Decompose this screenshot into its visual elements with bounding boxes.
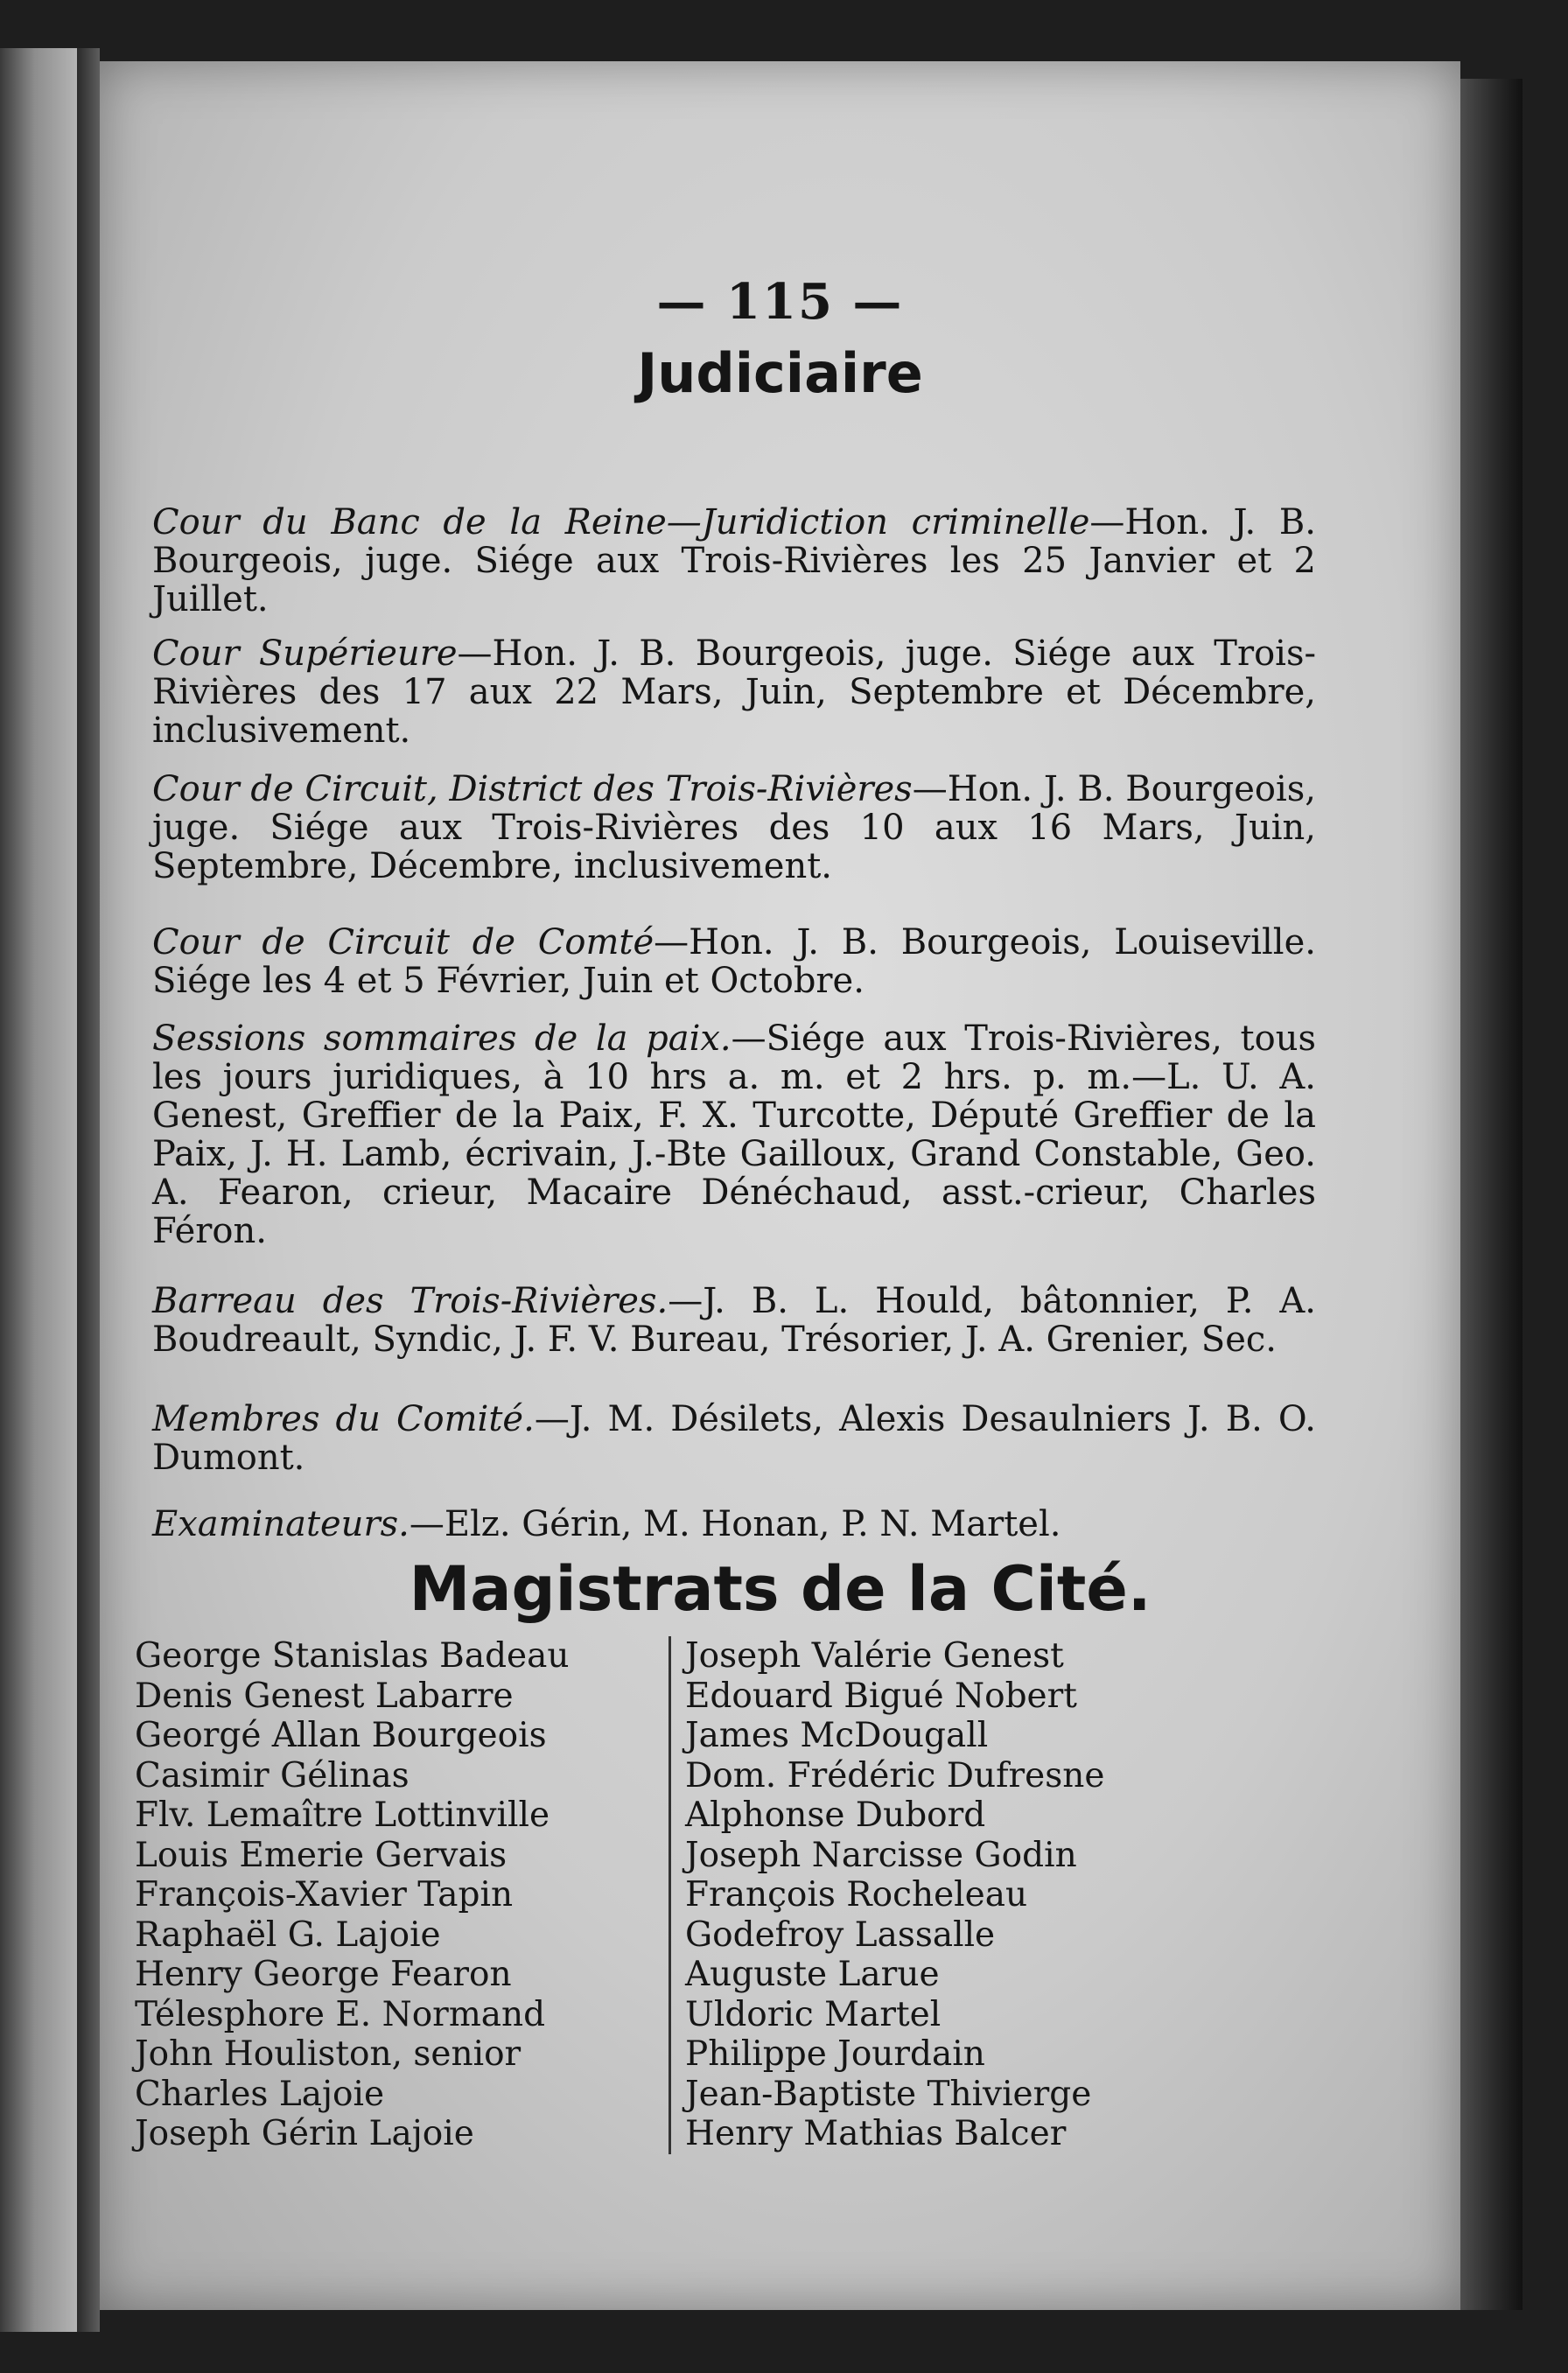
list-item: John Houliston, senior xyxy=(135,2034,522,2074)
list-item: Henry Mathias Balcer xyxy=(685,2114,1067,2153)
list-item: George Stanislas Badeau xyxy=(135,1636,570,1676)
entry-barreau xyxy=(152,1282,1316,1359)
entry-lead: Cour Supérieure xyxy=(152,634,458,674)
list-item: James McDougall xyxy=(685,1716,989,1755)
entry-text: —Hon. J. B. Bourgeois, juge. Siége aux Trois-Rivières les 25 Janvier et 2 Juillet. xyxy=(152,502,1316,620)
list-item: Dom. Frédéric Dufresne xyxy=(685,1755,1105,1796)
magistrates-right-column xyxy=(668,1636,1228,2154)
entry-text: —J. B. L. Hould, bâtonnier, P. A. Boudreault, Syndic, J. F. V. Bureau, Trésorier, J. A. Grenier, Sec. xyxy=(152,1281,1316,1360)
list-item: Jean-Baptiste Thivierge xyxy=(685,2074,1092,2114)
entry-examinateurs xyxy=(152,1505,1316,1544)
list-item: Alphonse Dubord xyxy=(685,1796,986,1835)
list-item: François Rocheleau xyxy=(685,1875,1028,1914)
entry-text: —Elz. Gérin, M. Honan, P. N. Martel. xyxy=(409,1504,1061,1544)
list-item: Flv. Lemaître Lottinville xyxy=(135,1796,550,1835)
entry-text: —Hon. J. B. Bourgeois, juge. Siége aux Trois-Rivières des 10 aux 16 Mars, Juin, Septembre, Décembre, inclusivement. xyxy=(152,769,1317,886)
magistrates-title: Magistrats de la Cité. xyxy=(409,1553,1152,1625)
list-item: Edouard Bigué Nobert xyxy=(685,1676,1077,1716)
section-title: Judiciaire xyxy=(637,341,923,405)
list-item: Georgé Allan Bourgeois xyxy=(135,1716,547,1755)
entry-text: —Siége aux Trois-Rivières, tous les jours juridiques, à 10 hrs a. m. et 2 hrs. p. m.—L. U. A. Genest, Greffier de la Paix, F. X. Turcotte, Député Greffier de la Paix, J. H. Lamb, écrivain, J.-Bte Gailloux, Grand Constable, Geo. A. Fearon, crieur, Macaire Dénéchaud, asst.-crieur, Charles Féron. xyxy=(152,1018,1316,1251)
page-number: — 115 — xyxy=(656,273,904,331)
entry-lead: Membres du Comité. xyxy=(152,1399,535,1439)
list-item: Casimir Gélinas xyxy=(135,1755,410,1796)
entry-text: —Hon. J. B. Bourgeois, juge. Siége aux Trois-Rivières des 17 aux 22 Mars, Juin, Septembre et Décembre, inclusivement. xyxy=(152,634,1317,751)
entry-lead: Cour de Circuit, District des Trois-Rivières xyxy=(152,769,913,809)
list-item: Joseph Valérie Genest xyxy=(685,1636,1064,1676)
entry-text: —J. M. Désilets, Alexis Desaulniers J. B. O. Dumont. xyxy=(152,1399,1317,1478)
entry-text: —Hon. J. B. Bourgeois, Louiseville. Siége les 4 et 5 Février, Juin et Octobre. xyxy=(152,922,1316,1001)
entry-membres-comite xyxy=(152,1400,1316,1477)
list-item: Raphaël G. Lajoie xyxy=(135,1914,441,1955)
list-item: Philippe Jourdain xyxy=(685,2034,985,2074)
entry-cour-de-comte xyxy=(152,923,1316,1000)
entry-cour-du-banc xyxy=(152,503,1316,619)
entry-lead: Sessions sommaires de la paix. xyxy=(152,1018,732,1059)
list-item: Denis Genest Labarre xyxy=(135,1676,514,1716)
list-item: François-Xavier Tapin xyxy=(135,1875,514,1914)
list-item: Télesphore E. Normand xyxy=(135,1994,546,2034)
entry-lead: Examinateurs. xyxy=(152,1504,410,1544)
list-item: Joseph Narcisse Godin xyxy=(685,1835,1077,1875)
entry-lead: Cour du Banc de la Reine—Juridiction criminelle xyxy=(152,502,1090,542)
book-gutter xyxy=(77,48,100,2332)
entry-cour-superieure xyxy=(152,634,1316,750)
list-item: Joseph Gérin Lajoie xyxy=(135,2114,474,2153)
list-item: Louis Emerie Gervais xyxy=(135,1835,508,1875)
page-stack-edge xyxy=(1452,79,1522,2310)
list-item: Auguste Larue xyxy=(685,1955,940,1994)
list-item: Uldoric Martel xyxy=(685,1994,942,2034)
entry-sessions-paix xyxy=(152,1019,1316,1250)
book-page xyxy=(100,61,1460,2310)
list-item: Henry George Fearon xyxy=(135,1955,512,1994)
list-item: Charles Lajoie xyxy=(135,2074,385,2114)
magistrates-left-column xyxy=(135,1636,677,2154)
entry-lead: Cour de Circuit de Comté xyxy=(152,922,654,962)
list-item: Godefroy Lassalle xyxy=(685,1914,996,1955)
entry-cour-de-circuit xyxy=(152,770,1316,886)
facing-page-edge xyxy=(0,48,77,2332)
entry-lead: Barreau des Trois-Rivières. xyxy=(152,1281,668,1321)
